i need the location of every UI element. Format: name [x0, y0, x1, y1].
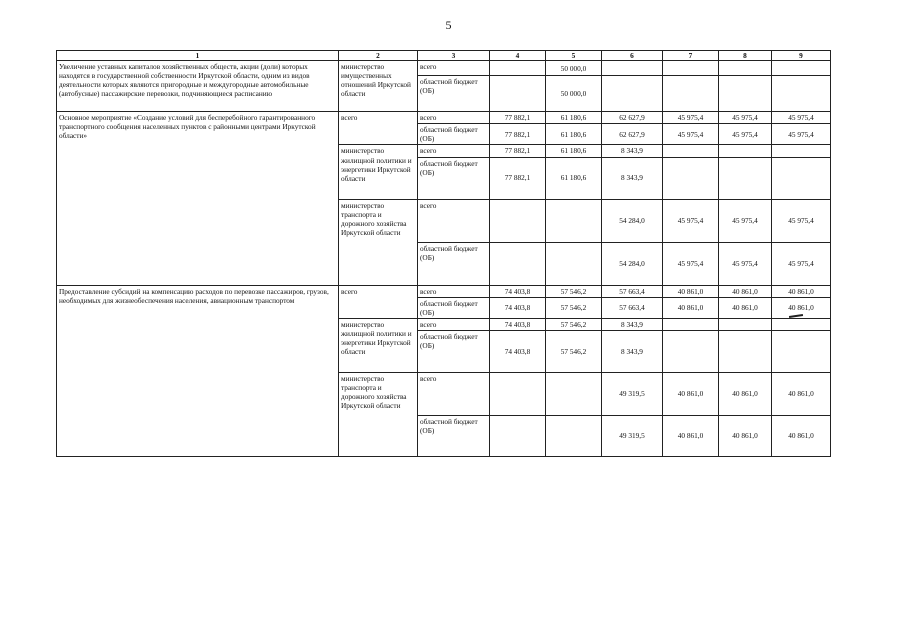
measure-name: Увеличение уставных капиталов хозяйственных обществ, акции (доли) которых находятся в государственной собственности Иркутской области, одним из видов деятельности которых являются пригородные и междугородные автомобильные (автобусные) пассажирские перевозки, подчиняющиеся расписанию [57, 61, 339, 112]
value-col9: 45 975,4 [772, 199, 831, 242]
col-header-4: 4 [490, 51, 546, 61]
value-col5: 61 180,6 [546, 157, 602, 199]
value-col6: 49 319,5 [602, 415, 663, 456]
value-col4 [490, 199, 546, 242]
source: областной бюджет (ОБ) [418, 124, 490, 145]
value-col6: 8 343,9 [602, 157, 663, 199]
source: всего [418, 112, 490, 124]
value-col6: 8 343,9 [602, 145, 663, 157]
executor: министерство жилищной политики и энергетики Иркутской области [339, 145, 418, 199]
value-col6: 49 319,5 [602, 372, 663, 415]
source: всего [418, 285, 490, 297]
value-col7: 40 861,0 [663, 285, 719, 297]
value-col4: 74 403,8 [490, 297, 546, 318]
table-row [57, 285, 831, 297]
measure-name: Предоставление субсидий на компенсацию расходов по перевозке пассажиров, грузов, необходимых для жизнеобеспечения населения, авиационным транспортом [57, 285, 339, 456]
value-col9 [772, 330, 831, 372]
value-col9: 45 975,4 [772, 112, 831, 124]
value-col7 [663, 330, 719, 372]
col-header-3: 3 [418, 51, 490, 61]
value-col9 [772, 76, 831, 112]
value-col6 [602, 61, 663, 76]
value-col8 [719, 330, 772, 372]
value-col9: 40 861,0 [772, 415, 831, 456]
value-col6: 62 627,9 [602, 124, 663, 145]
value-col4 [490, 242, 546, 285]
value-col5 [546, 372, 602, 415]
source: областной бюджет (ОБ) [418, 157, 490, 199]
measure-name: Основное мероприятие «Создание условий для бесперебойного гарантированного транспортного сообщения населенных пунктов с районными центрами Иркутской области» [57, 112, 339, 285]
source: областной бюджет (ОБ) [418, 415, 490, 456]
value-col8: 45 975,4 [719, 124, 772, 145]
value-col9 [772, 157, 831, 199]
value-col6: 62 627,9 [602, 112, 663, 124]
executor: всего [339, 285, 418, 318]
value-col8 [719, 61, 772, 76]
value-col5: 50 000,0 [546, 61, 602, 76]
source: всего [418, 61, 490, 76]
source: областной бюджет (ОБ) [418, 330, 490, 372]
value-col9: 40 861,0 [772, 372, 831, 415]
value-col7: 40 861,0 [663, 415, 719, 456]
value-col8 [719, 318, 772, 330]
col-header-7: 7 [663, 51, 719, 61]
value-col4: 74 403,8 [490, 330, 546, 372]
value-col7 [663, 76, 719, 112]
value-col6: 54 284,0 [602, 199, 663, 242]
source: всего [418, 318, 490, 330]
value-col4: 77 882,1 [490, 157, 546, 199]
value-col7: 40 861,0 [663, 372, 719, 415]
value-col5 [546, 242, 602, 285]
value-col5: 57 546,2 [546, 330, 602, 372]
executor: министерство имущественных отношений Иркутской области [339, 61, 418, 112]
col-header-9: 9 [772, 51, 831, 61]
value-col7 [663, 61, 719, 76]
value-col7 [663, 318, 719, 330]
executor: министерство транспорта и дорожного хозяйства Иркутской области [339, 372, 418, 456]
value-col4: 74 403,8 [490, 285, 546, 297]
value-col8: 45 975,4 [719, 242, 772, 285]
value-col7: 45 975,4 [663, 124, 719, 145]
value-col5: 50 000,0 [546, 76, 602, 112]
page-number: 5 [445, 18, 452, 32]
value-col5: 57 546,2 [546, 318, 602, 330]
value-col6: 54 284,0 [602, 242, 663, 285]
value-col5: 57 546,2 [546, 297, 602, 318]
value-col6: 8 343,9 [602, 318, 663, 330]
value-col9: 40 861,0 [772, 285, 831, 297]
value-col5 [546, 199, 602, 242]
value-col8 [719, 76, 772, 112]
col-header-5: 5 [546, 51, 602, 61]
value-col9: 45 975,4 [772, 242, 831, 285]
executor: министерство жилищной политики и энергетики Иркутской области [339, 318, 418, 372]
value-col9: 40 861,0 [772, 297, 831, 318]
value-col4: 77 882,1 [490, 145, 546, 157]
value-col6 [602, 76, 663, 112]
table-row [57, 112, 831, 124]
value-col9 [772, 61, 831, 76]
col-header-8: 8 [719, 51, 772, 61]
value-col4: 74 403,8 [490, 318, 546, 330]
value-col8: 40 861,0 [719, 415, 772, 456]
value-col4: 77 882,1 [490, 124, 546, 145]
value-col4: 77 882,1 [490, 112, 546, 124]
value-col9 [772, 145, 831, 157]
source: всего [418, 145, 490, 157]
header-row [57, 51, 831, 61]
value-col5: 61 180,6 [546, 112, 602, 124]
value-col7 [663, 157, 719, 199]
col-header-1: 1 [57, 51, 339, 61]
source: областной бюджет (ОБ) [418, 76, 490, 112]
value-col9: 45 975,4 [772, 124, 831, 145]
value-col5: 57 546,2 [546, 285, 602, 297]
budget-table [56, 50, 831, 457]
col-header-6: 6 [602, 51, 663, 61]
value-col6: 8 343,9 [602, 330, 663, 372]
value-col8: 45 975,4 [719, 199, 772, 242]
source: областной бюджет (ОБ) [418, 242, 490, 285]
value-col7: 40 861,0 [663, 297, 719, 318]
executor: всего [339, 112, 418, 145]
value-col8: 40 861,0 [719, 297, 772, 318]
value-col4 [490, 61, 546, 76]
value-col8: 40 861,0 [719, 372, 772, 415]
value-col4 [490, 76, 546, 112]
source: всего [418, 372, 490, 415]
value-col4 [490, 415, 546, 456]
value-col5: 61 180,6 [546, 124, 602, 145]
value-col7: 45 975,4 [663, 112, 719, 124]
value-col7 [663, 145, 719, 157]
value-col8 [719, 145, 772, 157]
value-col8: 45 975,4 [719, 112, 772, 124]
table-row [57, 61, 831, 76]
source: всего [418, 199, 490, 242]
value-col7: 45 975,4 [663, 199, 719, 242]
executor: министерство транспорта и дорожного хозяйства Иркутской области [339, 199, 418, 285]
source: областной бюджет (ОБ) [418, 297, 490, 318]
value-col5: 61 180,6 [546, 145, 602, 157]
value-col8 [719, 157, 772, 199]
value-col6: 57 663,4 [602, 285, 663, 297]
value-col6: 57 663,4 [602, 297, 663, 318]
value-col8: 40 861,0 [719, 285, 772, 297]
value-col4 [490, 372, 546, 415]
col-header-2: 2 [339, 51, 418, 61]
value-col5 [546, 415, 602, 456]
value-col9 [772, 318, 831, 330]
value-col7: 45 975,4 [663, 242, 719, 285]
